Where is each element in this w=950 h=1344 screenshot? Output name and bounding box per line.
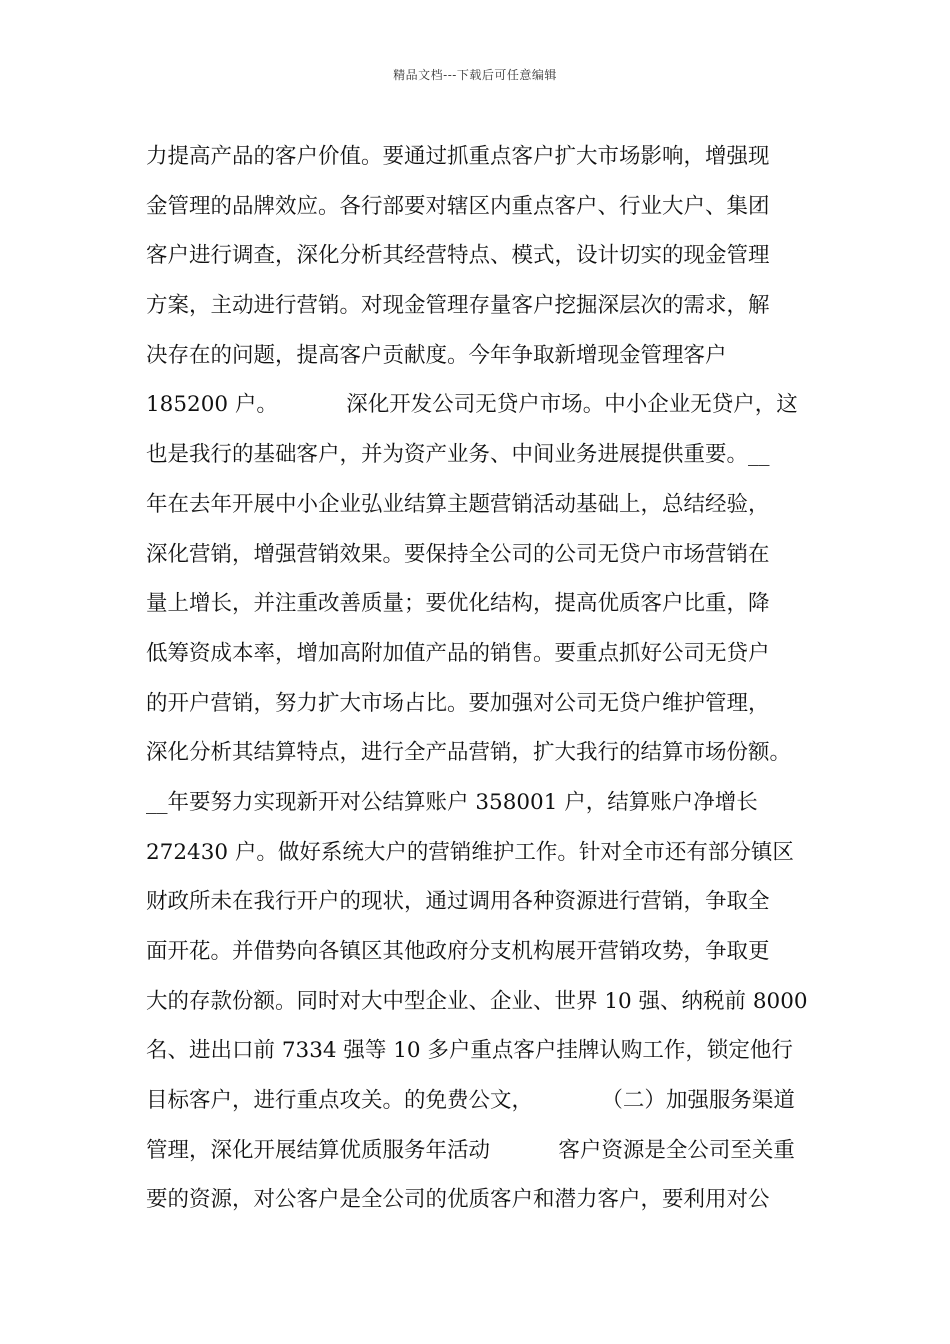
text-line: 量上增长，并注重改善质量；要优化结构，提高优质客户比重，降 — [146, 591, 770, 617]
text-line: 客户进行调查，深化分析其经营特点、模式，设计切实的现金管理 — [146, 243, 770, 269]
text-line: 深化营销，增强营销效果。要保持全公司的公司无贷户市场营销在 — [146, 541, 770, 567]
text-line: 低筹资成本率，增加高附加值产品的销售。要重点抓好公司无贷户 — [146, 640, 770, 666]
text-line: 名、进出口前 7334 强等 10 多户重点客户挂牌认购工作，锁定他行 — [146, 1038, 793, 1064]
text-line: 财政所未在我行开户的现状，通过调用各种资源进行营销，争取全 — [146, 889, 770, 915]
text-line: 目标客户，进行重点攻关。的免费公文， （二）加强服务渠道 — [146, 1088, 795, 1114]
text-line: 决存在的问题，提高客户贡献度。今年争取新增现金管理客户 — [146, 342, 727, 368]
text-line: 管理，深化开展结算优质服务年活动 客户资源是全公司至关重 — [146, 1137, 795, 1163]
text-line: 方案，主动进行营销。对现金管理存量客户挖掘深层次的需求，解 — [146, 293, 770, 319]
body-text — [146, 132, 816, 1225]
text-line: 大的存款份额。同时对大中型企业、企业、世界 10 强、纳税前 8000 — [146, 988, 808, 1014]
text-line: 金管理的品牌效应。各行部要对辖区内重点客户、行业大户、集团 — [146, 193, 770, 219]
text-line: 要的资源，对公客户是全公司的优质客户和潜力客户，要利用对公 — [146, 1187, 770, 1213]
text-line: 185200 户。 深化开发公司无贷户市场。中小企业无贷户，这 — [146, 392, 798, 418]
text-line: 深化分析其结算特点，进行全产品营销，扩大我行的结算市场份额。 — [146, 740, 792, 766]
text-line: 272430 户。做好系统大户的营销维护工作。针对全市还有部分镇区 — [146, 839, 794, 865]
text-line: 的开户营销，努力扩大市场占比。要加强对公司无贷户维护管理， — [146, 690, 770, 716]
text-line: 力提高产品的客户价值。要通过抓重点客户扩大市场影响，增强现 — [146, 144, 770, 169]
text-line: 面开花。并借势向各镇区其他政府分支机构展开营销攻势，争取更 — [146, 939, 770, 964]
page-header: 精品文档---下载后可任意编辑 — [393, 68, 557, 82]
text-line: __年要努力实现新开对公结算账户 358001 户，结算账户净增长 — [146, 789, 758, 815]
text-line: 年在去年开展中小企业弘业结算主题营销活动基础上，总结经验， — [146, 491, 770, 517]
text-line: 也是我行的基础客户，并为资产业务、中间业务进展提供重要。__ — [146, 442, 770, 468]
